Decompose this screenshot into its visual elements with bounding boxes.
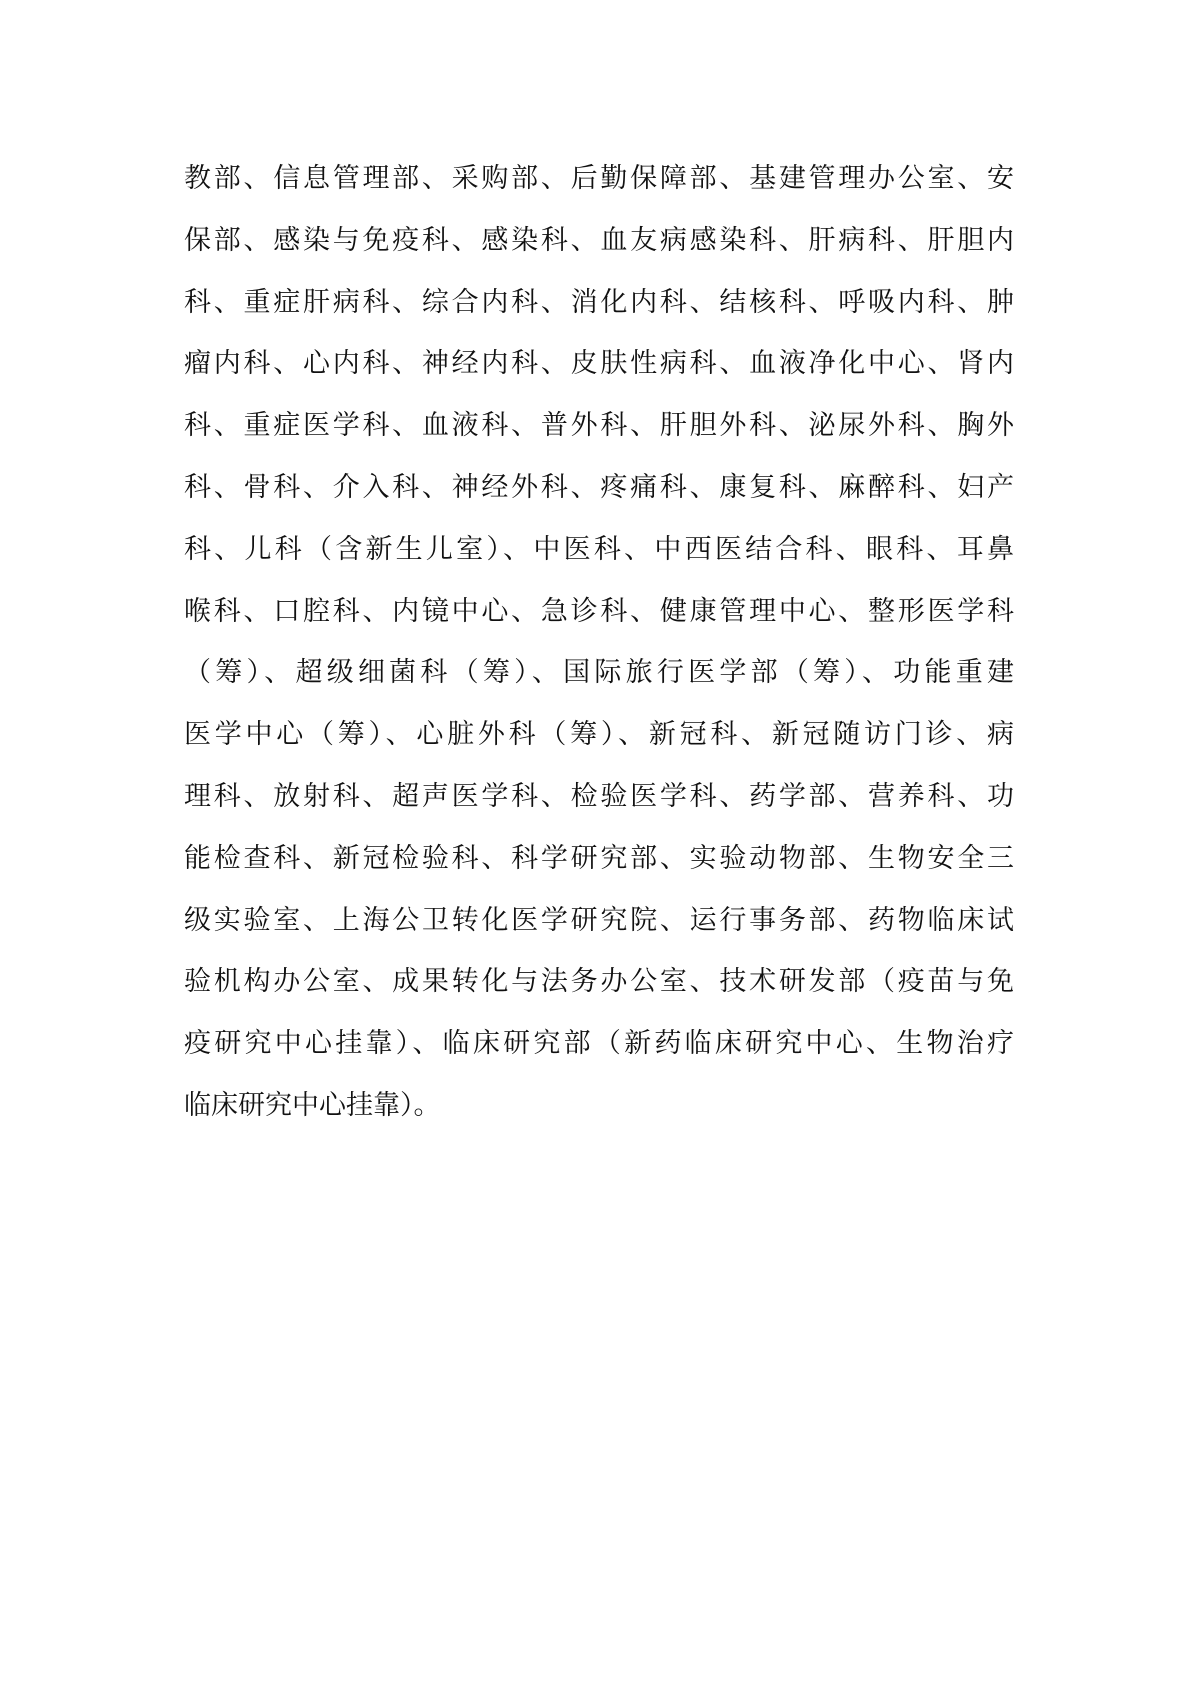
text-line: 科、骨科、介入科、神经外科、疼痛科、康复科、麻醉科、妇产 [184,471,1014,503]
text-line: 瘤内科、心内科、神经内科、皮肤性病科、血液净化中心、肾内 [184,348,1014,380]
text-line: 级实验室、上海公卫转化医学研究院、运行事务部、药物临床试 [184,904,1014,936]
text-line: 科、重症医学科、血液科、普外科、肝胆外科、泌尿外科、胸外 [184,410,1014,442]
text-line: 保部、感染与免疫科、感染科、血友病感染科、肝病科、肝胆内 [184,224,1014,256]
text-line: 临床研究中心挂靠）。 [184,1089,441,1121]
body-paragraph [184,148,1014,1137]
text-line: 验机构办公室、成果转化与法务办公室、技术研发部（疫苗与免 [184,966,1014,998]
text-line: 疫研究中心挂靠）、临床研究部（新药临床研究中心、生物治疗 [184,1028,1014,1060]
text-line: （筹）、超级细菌科（筹）、国际旅行医学部（筹）、功能重建 [184,657,1014,689]
text-line: 医学中心（筹）、心脏外科（筹）、新冠科、新冠随访门诊、病 [184,719,1014,751]
text-line: 科、重症肝病科、综合内科、消化内科、结核科、呼吸内科、肿 [184,286,1014,318]
text-line: 喉科、口腔科、内镜中心、急诊科、健康管理中心、整形医学科 [184,595,1014,627]
text-line: 能检查科、新冠检验科、科学研究部、实验动物部、生物安全三 [184,842,1014,874]
text-line: 理科、放射科、超声医学科、检验医学科、药学部、营养科、功 [184,780,1014,812]
text-line: 科、儿科（含新生儿室）、中医科、中西医结合科、眼科、耳鼻 [184,533,1014,565]
text-line: 教部、信息管理部、采购部、后勤保障部、基建管理办公室、安 [184,163,1014,194]
